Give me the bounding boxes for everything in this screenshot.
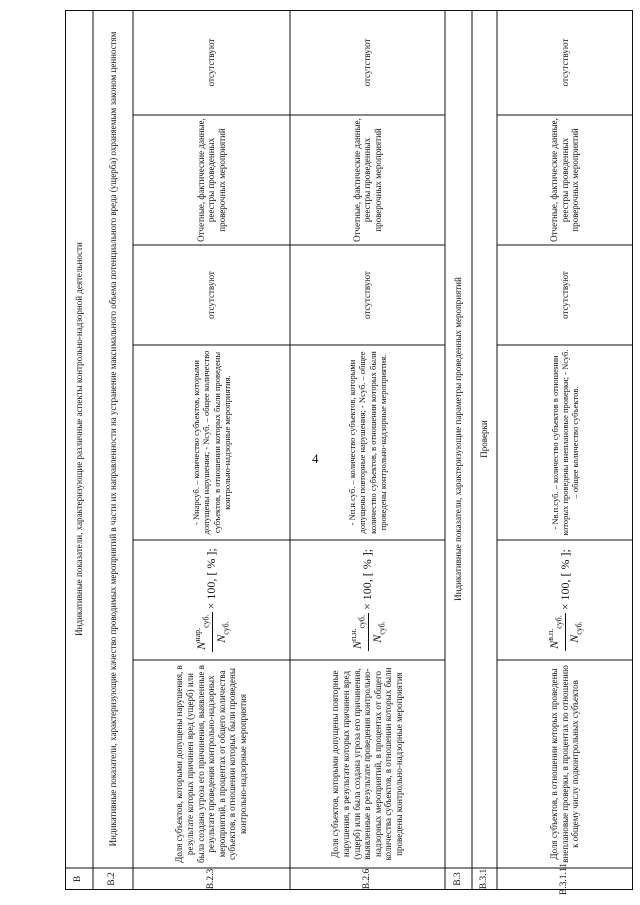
section-b2-code: В.2 [107,872,118,886]
row-code: В.2.3 [205,868,216,890]
page-number: 4 [312,451,319,466]
section-b-title: Индикативные показатели, характеризующие различные аспекты контрольно-надзорной деятельности [73,242,84,636]
row-code: В.2.6 [361,868,372,890]
formula: $N^{нар.}_{суб.}$ $N_{суб.}$ × 100, [ % ]; [192,548,230,650]
comment-cell: отсутствуют [559,38,570,87]
source-cell: Отчетные, фактические данные, реестры проведенных проверочных мероприятий [195,118,227,242]
limits-cell: отсутствуют [362,271,373,319]
section-b31-title: Проверки [479,420,490,458]
section-b-code: В [73,875,84,883]
section-b3-code: В.3 [452,872,463,886]
section-b2-title: Индикативные показатели, характеризующие качество проводимых мероприятий в части их направленности на устранение максимального объема потенциального вреда (ущерба) охраняемым законом ценностям [107,31,118,847]
formula: $N^{в.п.}_{суб.}$ $N_{суб.}$ × 100, [ % ]; [546,549,584,649]
comment-cell: отсутствуют [362,38,373,87]
comment-cell: отсутствуют [206,38,217,87]
section-b3-title: Индикативные показатели, характеризующие параметры проведенных мероприятий [453,277,464,601]
limits-cell: отсутствуют [559,271,570,319]
formula-definitions: - Nв.п.суб. – количество субъектов в отношении которых проведены внеплановые проверки; - Nсуб. – общее количество субъектов. [549,349,580,536]
formula: $N^{п.н.}_{суб.}$ $N_{суб.}$ × 100, [ % ]; [348,548,386,650]
formula-definitions: - Nнарсуб. – количество субъектов, которыми допущены нарушения; - Nсуб. – общее количество субъектов, в отношении которых были проведены контрольно-надзорные мероприятия. [191,350,232,535]
indicator-description: Доля субъектов, которыми допущены повторные нарушения, в результате которых причинен вред (ущерб) или была создана угроза его причинения, выявленные в результате проведения контрольно-надзорных мероприятий, в процентах от общего количества субъектов, в отношении которых были проведены контрольно-надзорные мероприятия [330,667,405,861]
section-b31-code: В.3.1 [478,868,489,890]
source-cell: Отчетные, фактические данные, реестры проведенных проверочных мероприятий [549,118,581,242]
rotated-table [65,10,633,896]
source-cell: Отчетные, фактические данные, реестры проведенных проверочных мероприятий [351,118,383,242]
formula-definitions: - Nп.н.суб. – количество субъектов, которыми допущены повторные нарушения; - Nсуб. – общее количество субъектов, в отношении которых были проведены контрольно-надзорные мероприятия. [347,351,388,534]
indicator-description: Доля субъектов, которыми допущены нарушения, в результате которых причинен вред (ущерб) или была создана угроза его причинения, выявленные в результате проведения контрольно-надзорных мероприятий, в процентах от общего количества субъектов, в отношении которых были проведены контрольно-надзорные мероприятия [174,665,249,863]
indicator-description: Доля субъектов, в отношении которых проведены внеплановые проверки, в процентах по отношению к общему числу подконтрольных субъектов [549,665,581,863]
limits-cell: отсутствуют [206,271,217,319]
row-code: В.3.1.11 [559,862,570,896]
